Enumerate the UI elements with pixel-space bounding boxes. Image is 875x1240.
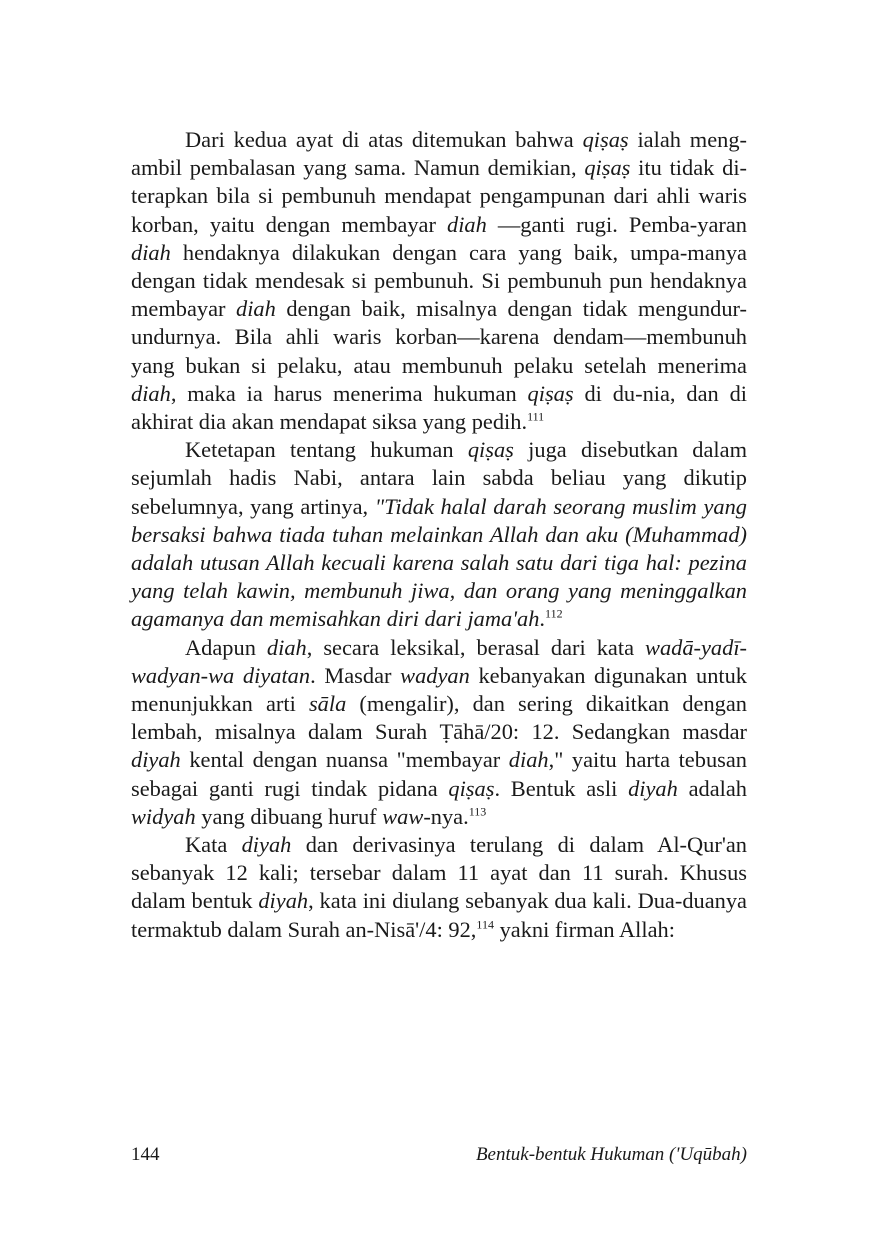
paragraph-1 [131,126,747,436]
text-run: Ketetapan tentang hukuman [185,437,468,463]
paragraph-2 [131,436,747,633]
italic-term: diyah [131,747,181,773]
italic-term: diah [131,380,171,406]
running-title: Bentuk-bentuk Hukuman ('Uqūbah) [475,1144,747,1165]
page-footer [131,1144,747,1168]
paragraph-3 [131,634,747,831]
text-run: hendaknya dilakukan dengan cara yang baik, umpa-manya dengan tidak mendesak si pembunuh. Si pembunuh pun hendaknya membayar [131,239,747,322]
italic-term: diah [266,634,307,660]
text-run: , kata ini diulang sebanyak dua kali. Dua-duanya termaktub dalam Surah an-Nisā'/4: 92, [131,888,747,942]
italic-term: widyah [131,803,196,829]
footnote-marker: 113 [468,804,487,819]
italic-term: qiṣaṣ [527,380,574,406]
text-run: ialah meng-ambil pembalasan yang sama. Namun demikian, [131,127,747,181]
text-run: , maka ia harus menerima hukuman [170,380,528,406]
paragraph-4 [131,831,747,944]
italic-term: diyah [628,775,678,801]
italic-term: diah [131,239,171,265]
text-run: . [539,606,546,632]
italic-term: diah [236,296,276,322]
text-run: . Masdar [310,662,401,688]
italic-term: sāla [308,691,347,717]
page-number: 144 [131,1144,160,1165]
italic-term: qiṣaṣ [582,127,629,152]
footnote-marker: 114 [476,917,494,932]
text-run: . Bentuk asli [494,775,629,801]
text-run: kental dengan nuansa "membayar [180,747,509,773]
text-run: yakni firman Allah: [493,916,675,942]
italic-term: wadā-yadī-wadyan-wa diyatan [131,634,747,688]
text-run: itu tidak di-terapkan bila si pembunuh mendapat pengampunan dari ahli waris korban, yaitu dengan membayar [131,155,747,237]
text-run: Kata [185,832,242,858]
italic-term: wadyan [400,662,470,688]
text-run: yang dibuang huruf [195,803,383,829]
text-run: Adapun [185,634,267,660]
text-run: —ganti rugi. Pemba-yaran [486,211,747,237]
italic-term: qiṣaṣ [448,775,495,801]
text-run: dan derivasinya terulang di dalam Al-Qur'an sebanyak 12 kali; tersebar dalam 11 ayat dan 11 surah. Khusus dalam bentuk [131,832,747,914]
italic-term: diah [508,747,549,773]
text-run: juga disebutkan dalam sejumlah hadis Nabi, antara lain sabda beliau yang dikutip sebelumnya, yang artinya, [131,437,747,519]
text-run: -nya. [423,803,469,829]
footnote-marker: 111 [527,409,545,424]
italic-term: diah [447,211,487,237]
italic-term: diyah [241,832,292,858]
text-run: kebanyakan digunakan untuk menunjukkan arti [131,662,747,717]
text-run: , secara leksikal, berasal dari kata [306,634,646,660]
page-body [131,126,747,944]
text-run: (mengalir), dan sering dikaitkan dengan lembah, misalnya dalam Surah Ṭāhā/20: 12. Sedangkan masdar [131,691,747,745]
italic-term: qiṣaṣ [467,437,514,463]
text-run: di du-nia, dan di akhirat dia akan mendapat siksa yang pedih. [131,380,747,435]
italic-term: "Tidak halal darah seorang muslim yang bersaksi bahwa tiada tuhan melainkan Allah dan aku (Muhammad) adalah utusan Allah kecuali karena salah satu dari tiga hal: pezina yang telah kawin, membunuh jiwa, dan orang yang meninggalkan agamanya dan memisahkan diri dari jama'ah [131,493,747,632]
text-run: adalah [677,775,747,801]
italic-term: qiṣaṣ [584,155,631,181]
italic-term: diyah [258,888,309,914]
text-run: dengan baik, misalnya dengan tidak mengundur-undurnya. Bila ahli waris korban—karena dendam—membunuh yang bukan si pelaku, atau membunuh pelaku setelah menerima [131,296,747,378]
footnote-marker: 112 [545,606,563,621]
text-run: ," yaitu harta tebusan sebagai ganti rugi tindak pidana [131,747,747,801]
italic-term: waw [382,803,424,829]
text-run: Dari kedua ayat di atas ditemukan bahwa [185,127,583,152]
